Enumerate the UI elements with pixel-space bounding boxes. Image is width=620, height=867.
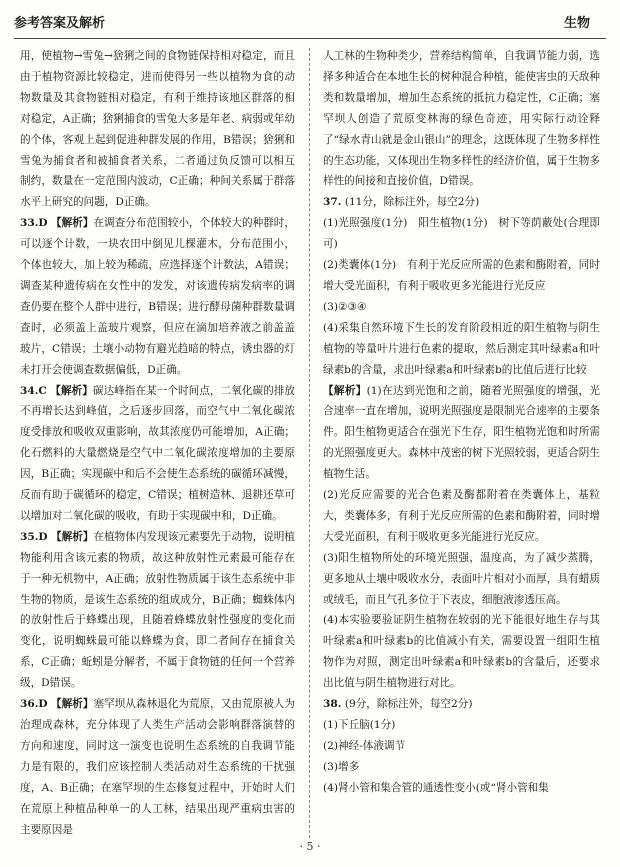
paragraph-text: (1)在达到光饱和之前，随着光照强度的增强，光合速率一直在增加，说明光照强度是限制光合速率的主要条件。阳生植物更适合在强光下生存，阳生植物光饱和时所需的光照强度更大。森林中茂密的树下光照较弱，更适合阴生植物生活。 bbox=[323, 384, 600, 481]
analysis-tag: 【解析】 bbox=[323, 384, 367, 397]
paragraph-text: 碳达峰指在某一个时间点，二氧化碳的排放不再增长达到峰值，之后逐步回落，而空气中二氧化碳浓度受排放和吸收双重影响，故其浓度仍可能增加，A正确；化石燃料的大量燃烧是空气中二氧化碳浓度增加的主要原因，B正确；实现碳中和后不会使生态系统的碳循环减慢，反而有助于碳循环的稳定，C错误；植树造林、退耕还草可以增加对二氧化碳的吸收，有助于实现碳中和，D正确。 bbox=[20, 384, 296, 522]
paragraph: (2)光反应需要的光合色素及酶都附着在类囊体上，基粒大，类囊体多，有利于光反应所需的色素和酶附着，同时增大受光面积，有利于吸收更多光能进行光反应。 bbox=[323, 489, 600, 543]
analysis-tag: 【解析】 bbox=[51, 217, 94, 230]
paragraph bbox=[20, 381, 295, 527]
paragraph: (3)②③④ bbox=[323, 300, 367, 313]
left-column bbox=[20, 46, 295, 840]
question-number: 35.D bbox=[20, 530, 48, 543]
paragraph-text: 塞罕坝从森林退化为荒原，又由荒原被人为治理成森林，充分体现了人类生产活动会影响群落演替的方向和速度，同时这一演变也说明生态系统的自我调节能力是有限的，我们应该控制人类活动对生态系统的干扰强度，A、B正确；在塞罕坝的生态修复过程中，开始时人们在荒原上种植品种单一的人工林，结果出现严重病虫害的主要原因是 bbox=[20, 698, 296, 836]
paragraph: (1)下丘脑(1分) bbox=[323, 719, 396, 731]
paragraph bbox=[20, 527, 295, 694]
question-number: 37. bbox=[323, 196, 342, 209]
paragraph-text: 在调查分布范围较小，个体较大的种群时，可以逐个计数，一块农田中倒见儿棵灌木，分布范围小，个体也较大，加上较为稀疏，应选择逐个计数法，A错误；调查某种遗传病在女性中的发发，对该遗传病发病率的调查仍要在整个人群中进行，B错误；进行酵母菌种群数量调查时，必须盖上盖玻片观察，但应在滴加培养液之前盖盖玻片，C错误；土壤小动物有避光趋暗的特点，诱虫器的灯未打开会使调查数据偏低，D正确。 bbox=[20, 217, 296, 376]
analysis-tag: 【解析】 bbox=[51, 698, 94, 711]
header-title: 参考答案及解析 bbox=[14, 16, 106, 31]
paragraph-text: (11分，除标注外，每空2分) bbox=[344, 196, 480, 209]
page-header bbox=[0, 0, 620, 42]
question-number: 36.D bbox=[20, 698, 48, 711]
paragraph bbox=[323, 694, 600, 715]
header-rule bbox=[14, 38, 606, 39]
paragraph: (2)类囊体(1分) 有利于光反应所需的色素和酶附着，同时增大受光面积，有利于吸收更多光能进行光反应 bbox=[323, 259, 600, 292]
paragraph: (3)增多 bbox=[323, 760, 360, 773]
paragraph bbox=[20, 694, 295, 840]
question-number: 33.D bbox=[20, 217, 48, 230]
analysis-tag: 【解析】 bbox=[50, 384, 93, 397]
right-column bbox=[323, 46, 600, 799]
paragraph: (3)阳生植物所处的环境光照强，温度高，为了减少蒸腾，更多地从土壤中吸收水分，表面叶片相对小而厚，具有蜡质或绒毛，而且气孔多位于下表皮，细胞液渗透压高。 bbox=[323, 551, 600, 606]
paragraph: 人工林的生物种类少，营养结构简单，自我调节能力弱，选择多种适合在本地生长的树种混合种植，能使害虫的天敌种类和数量增加，增加生态系统的抵抗力稳定性，C正确；塞罕坝人创造了荒原变林海的绿色奇迹，用实际行动诠释了“绿水青山就是金山银山”的理念，这既体现了生物多样性的生态功能，又体现出生物多样性的经济价值，属于生物多样性的间接和直接价值，D错误。 bbox=[323, 50, 600, 188]
analysis-tag: 【解析】 bbox=[51, 530, 94, 543]
paragraph: (4)肾小管和集合管的通透性变小(或“肾小管和集 bbox=[323, 781, 549, 794]
paragraph: (1)光照强度(1分) 阳生植物(1分) 树下等荫蔽处(合理即可) bbox=[323, 217, 600, 251]
paragraph bbox=[323, 381, 600, 486]
paragraph: (2)神经-体液调节 bbox=[323, 739, 406, 752]
paragraph: 用，使植物→雪兔→猞猁之间的食物链保持相对稳定，而且由于植物资源比较稳定，进而使得另一些以植物为食的动物数量及其食物链相对稳定，有利于维持该地区群落的相对稳定，A正确；猞猁捕食的雪兔大多是年老、病弱或年幼的个体，客观上起到促进种群发展的作用，B错误；猞猁和雪兔为捕食者和被捕食者关系，二者通过负反馈可以相互制约，数量在一定范围内波动，C正确；种间关系属于群落水平上研究的问题，D正确。 bbox=[20, 50, 295, 209]
header-subject: 生物 bbox=[563, 16, 590, 31]
paragraph bbox=[20, 213, 295, 380]
page-number: · 5 · bbox=[299, 840, 321, 853]
paragraph: (4)本实验要验证阴生植物在较弱的光下能很好地生存与其叶绿素a和叶绿素b的比值减小有关，需要设置一组阳生植物作为对照，测定出叶绿素a和叶绿素b的含量后，还要求出比值与阴生植物进行对比。 bbox=[323, 614, 600, 690]
question-number: 34.C bbox=[20, 384, 47, 397]
question-number: 38. bbox=[323, 698, 342, 711]
paragraph bbox=[323, 192, 600, 213]
paragraph: (4)采集自然环境下生长的发育阶段相近的阳生植物与阴生植物的等量叶片进行色素的提取，然后测定其叶绿素a和叶绿素b的含量，求出叶绿素a和叶绿素b的比值后进行比较 bbox=[323, 321, 600, 376]
column-divider bbox=[309, 48, 310, 838]
paragraph-text: (9分，除标注外，每空2分) bbox=[344, 698, 473, 711]
paragraph-text: 在植物体内发现该元素要先于动物，说明植物能利用含该元素的物质，故这种放射性元素最可能存在于一种无机物中，A正确；放射性物质属于该生态系统中非生物的物质，是该生态系统的组成成分，B正确；蜘蛛体内的放射性后于蜂蝶出现，且随着蜂蝶放射性强度的变化而变化，说明蜘蛛最可能以蜂蝶为食，即二者间存在捕食关系，C正确；蚯蚓是分解者，不属于食物链的任何一个营养级，D错误。 bbox=[20, 530, 296, 690]
